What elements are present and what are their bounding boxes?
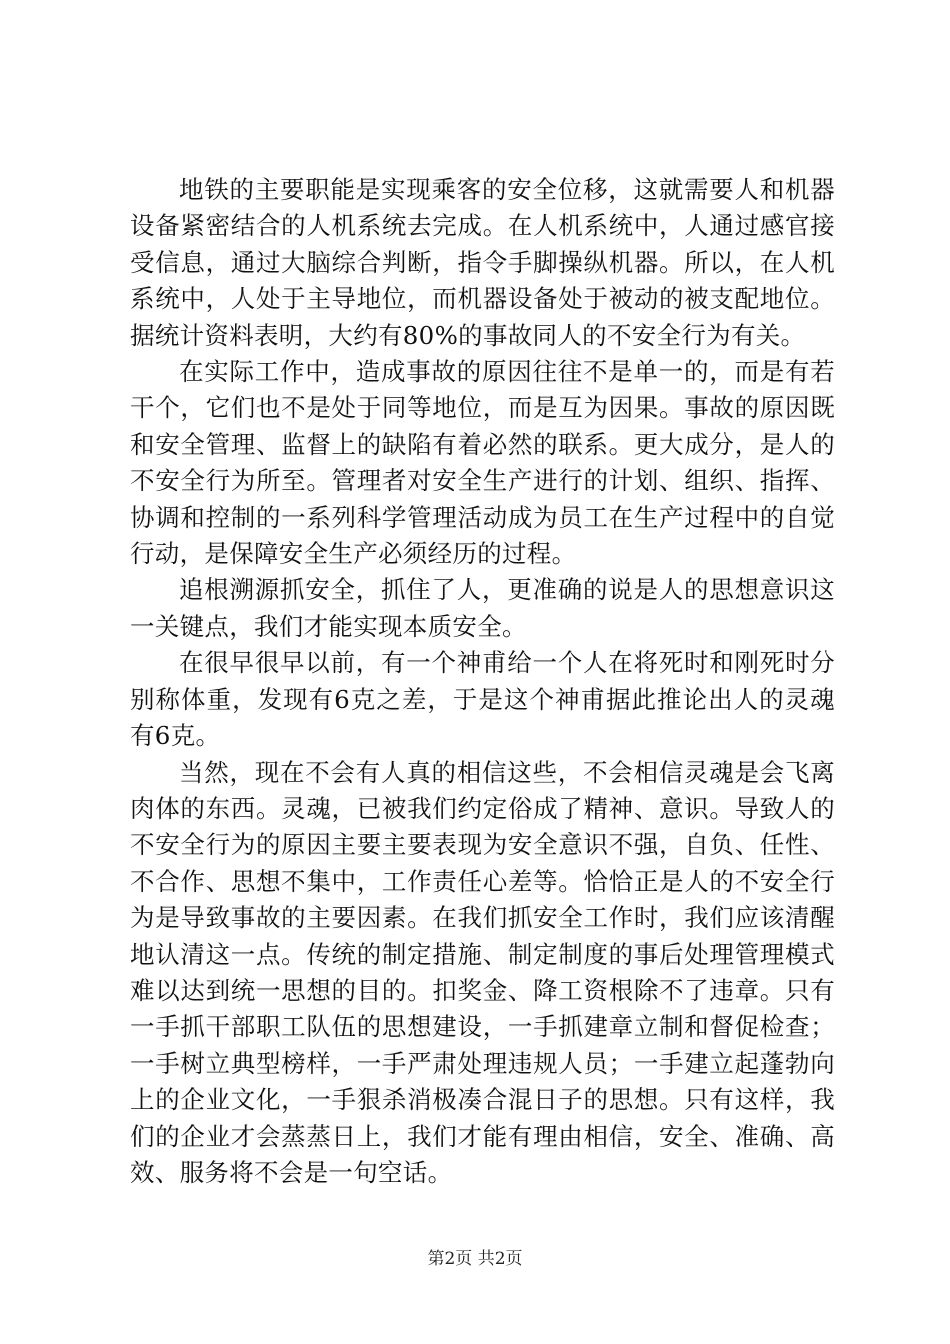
paragraph-3: 追根溯源抓安全，抓住了人，更准确的说是人的思想意识这一关键点，我们才能实现本质安全。 — [130, 575, 835, 641]
paragraph-1: 地铁的主要职能是实现乘客的安全位移，这就需要人和机器设备紧密结合的人机系统去完成。在人机系统中，人通过感官接受信息，通过大脑综合判断，指令手脚操纵机器。所以，在人机系统中，人处于主导地位，而机器设备处于被动的被支配地位。据统计资料表明，大约有80%的事故同人的不安全行为有关。 — [130, 175, 835, 350]
page-number-footer: 第2页 共2页 — [427, 1249, 523, 1269]
paragraph-5: 当然，现在不会有人真的相信这些，不会相信灵魂是会飞离肉体的东西。灵魂，已被我们约定俗成了精神、意识。导致人的不安全行为的原因主要主要表现为安全意识不强，自负、任性、不合作、思想不集中，工作责任心差等。恰恰正是人的不安全行为是导致事故的主要因素。在我们抓安全工作时，我们应该清醒地认清这一点。传统的制定措施、制定制度的事后处理管理模式难以达到统一思想的目的。扣奖金、降工资根除不了违章。只有一手抓干部职工队伍的思想建设，一手抓建章立制和督促检查；一手树立典型榜样，一手严肃处理违规人员；一手建立起蓬勃向上的企业文化，一手狠杀消极凑合混日子的思想。只有这样，我们的企业才会蒸蒸日上，我们才能有理由相信，安全、准确、高效、服务将不会是一句空话。 — [130, 757, 835, 1187]
paragraph-2: 在实际工作中，造成事故的原因往往不是单一的，而是有若干个，它们也不是处于同等地位，而是互为因果。事故的原因既和安全管理、监督上的缺陷有着必然的联系。更大成分，是人的不安全行为所至。管理者对安全生产进行的计划、组织、指挥、协调和控制的一系列科学管理活动成为员工在生产过程中的自觉行动，是保障安全生产必须经历的过程。 — [130, 357, 835, 569]
paragraph-4: 在很早很早以前，有一个神甫给一个人在将死时和刚死时分别称体重，发现有6克之差，于是这个神甫据此推论出人的灵魂有6克。 — [130, 648, 835, 751]
document-body — [130, 172, 835, 1191]
